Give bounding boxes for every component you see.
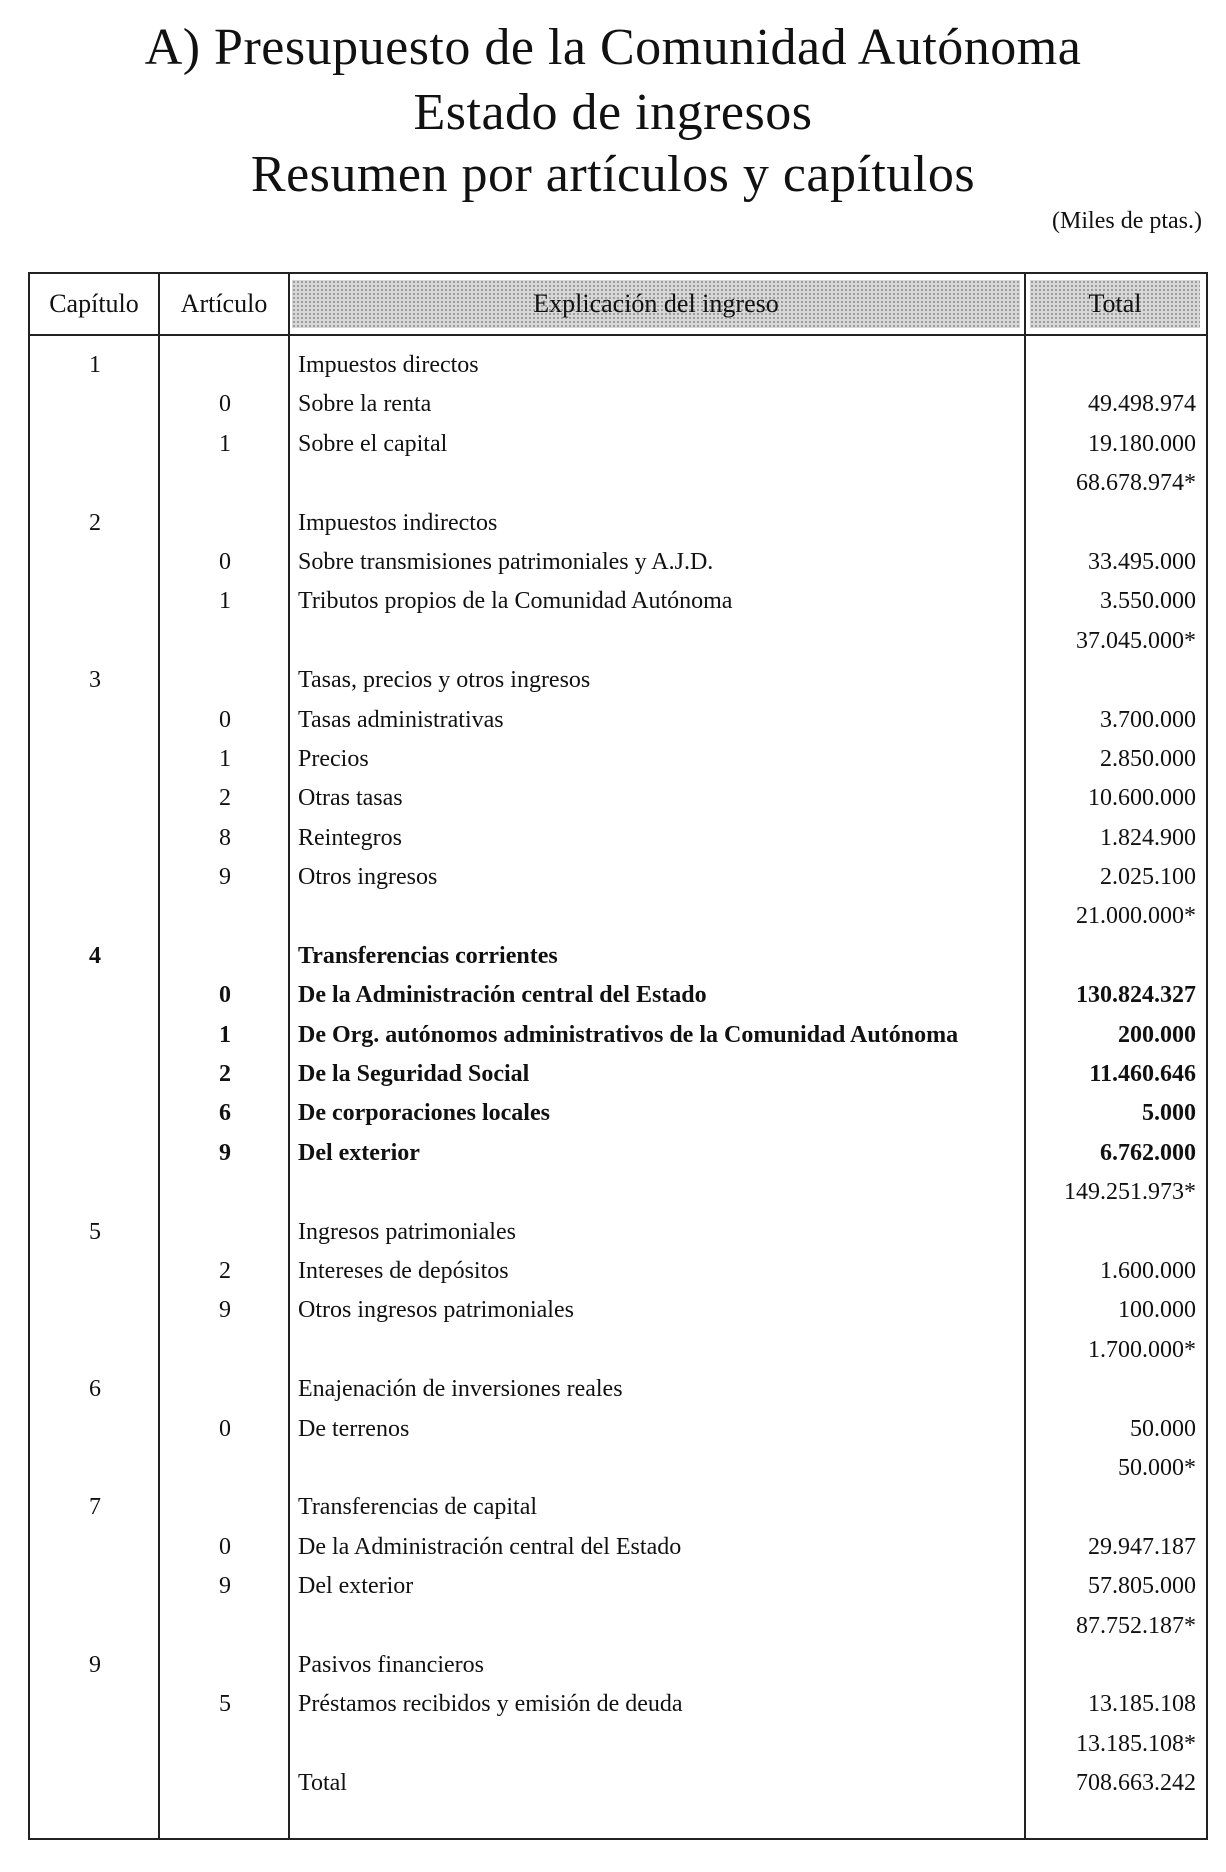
table-row [30,1646,1206,1685]
table-row [30,1607,1206,1646]
cell-total: 149.251.973* [1064,1179,1196,1206]
cell-total: 33.495.000 [1088,548,1196,575]
cell-explicacion: Transferencias de capital [298,1494,538,1521]
cell-explicacion: Del exterior [298,1573,414,1600]
cell-explicacion: Sobre la renta [298,391,432,418]
cell-explicacion: Total [298,1770,347,1797]
cell-total: 11.460.646 [1089,1061,1196,1088]
cell-articulo: 1 [219,1021,231,1048]
cell-capitulo: 6 [89,1376,101,1403]
cell-articulo: 2 [219,785,231,812]
cell-articulo: 0 [219,706,231,733]
table-row [30,1055,1206,1094]
table-row [30,1291,1206,1330]
header-total: Total [1030,280,1200,328]
table-row [30,1252,1206,1291]
cell-explicacion: Otras tasas [298,785,403,812]
cell-explicacion: Pasivos financieros [298,1651,484,1678]
cell-capitulo: 7 [89,1494,101,1521]
table-row [30,582,1206,621]
cell-total: 708.663.242 [1076,1770,1196,1797]
cell-capitulo: 2 [89,509,101,536]
cell-total: 3.700.000 [1100,706,1196,733]
table-row [30,858,1206,897]
cell-capitulo: 9 [89,1651,101,1678]
table-row [30,819,1206,858]
cell-articulo: 0 [219,1415,231,1442]
table-row [30,1685,1206,1724]
cell-articulo: 2 [219,1061,231,1088]
table-row [30,976,1206,1015]
table-row [30,1331,1206,1370]
table-header [30,274,1206,336]
cell-total: 50.000 [1130,1415,1196,1442]
table-row [30,740,1206,779]
cell-articulo: 1 [219,588,231,615]
cell-explicacion: Préstamos recibidos y emisión de deuda [298,1691,683,1718]
cell-articulo: 0 [219,982,231,1009]
header-capitulo: Capítulo [49,289,139,318]
cell-total: 100.000 [1118,1297,1196,1324]
header-explicacion: Explicación del ingreso [292,280,1020,328]
table-row [30,779,1206,818]
cell-articulo: 0 [219,548,231,575]
page-title: A) Presupuesto de la Comunidad Autónoma [144,19,1082,76]
cell-explicacion: De terrenos [298,1415,410,1442]
cell-articulo: 1 [219,745,231,772]
cell-capitulo: 1 [89,352,101,378]
cell-capitulo: 3 [89,667,101,694]
table-row [30,1528,1206,1567]
cell-total: 13.185.108 [1088,1691,1196,1718]
cell-total: 130.824.327 [1076,982,1196,1009]
cell-articulo: 9 [219,1573,231,1600]
cell-total: 5.000 [1142,1100,1196,1127]
cell-explicacion: Del exterior [298,1139,420,1166]
cell-articulo: 9 [219,864,231,891]
cell-explicacion: Sobre transmisiones patrimoniales y A.J.D. [298,548,714,575]
table-row [30,1764,1206,1803]
cell-articulo: 9 [219,1139,231,1166]
table-row [30,937,1206,976]
cell-articulo: 5 [219,1691,231,1718]
table-row [30,543,1206,582]
cell-explicacion: De la Administración central del Estado [298,982,707,1009]
cell-explicacion: Reintegros [298,824,402,851]
cell-total: 37.045.000* [1076,627,1196,654]
cell-total: 21.000.000* [1076,903,1196,930]
cell-explicacion: Impuestos indirectos [298,509,498,536]
page-subtitle-summary: Resumen por artículos y capítulos [250,146,976,203]
cell-total: 87.752.187* [1076,1612,1196,1639]
cell-total: 13.185.108* [1076,1730,1196,1757]
header-articulo: Artículo [180,289,268,318]
table-row [30,425,1206,464]
table-row [30,464,1206,503]
cell-total: 3.550.000 [1100,588,1196,615]
table-row [30,1094,1206,1133]
table-row [30,385,1206,424]
cell-total: 1.824.900 [1100,824,1196,851]
table-row [30,1016,1206,1055]
cell-total: 1.600.000 [1100,1257,1196,1284]
table-row [30,1173,1206,1212]
income-table [28,272,1208,1840]
cell-explicacion: Impuestos directos [298,352,479,378]
cell-explicacion: Sobre el capital [298,430,448,457]
cell-explicacion: De corporaciones locales [298,1100,550,1127]
cell-articulo: 0 [219,1533,231,1560]
cell-explicacion: Otros ingresos patrimoniales [298,1297,574,1324]
cell-explicacion: Otros ingresos [298,864,438,891]
table-row [30,1725,1206,1764]
cell-explicacion: Precios [298,745,369,772]
cell-explicacion: De Org. autónomos administrativos de la Comunidad Autónoma [298,1021,959,1048]
page-subtitle: Estado de ingresos [413,84,813,141]
cell-total: 2.850.000 [1100,745,1196,772]
cell-total: 49.498.974 [1088,391,1196,418]
cell-explicacion: De la Administración central del Estado [298,1533,682,1560]
cell-total: 2.025.100 [1100,864,1196,891]
cell-articulo: 8 [219,824,231,851]
table-row [30,1134,1206,1173]
cell-explicacion: De la Seguridad Social [298,1061,530,1088]
cell-total: 57.805.000 [1088,1573,1196,1600]
cell-capitulo: 4 [89,942,101,969]
table-row [30,661,1206,700]
cell-explicacion: Transferencias corrientes [298,942,558,969]
cell-articulo: 0 [219,391,231,418]
cell-explicacion: Tributos propios de la Comunidad Autónoma [298,588,733,615]
cell-total: 68.678.974* [1076,470,1196,497]
units-note: (Miles de ptas.) [1052,208,1202,234]
cell-articulo: 6 [219,1100,231,1127]
cell-explicacion: Intereses de depósitos [298,1257,509,1284]
table-row [30,1370,1206,1409]
cell-total: 200.000 [1118,1021,1196,1048]
cell-articulo: 2 [219,1257,231,1284]
table-row [30,701,1206,740]
cell-total: 19.180.000 [1088,430,1196,457]
cell-capitulo: 5 [89,1218,101,1245]
table-row [30,1410,1206,1449]
cell-total: 10.600.000 [1088,785,1196,812]
table-row [30,1567,1206,1606]
table-row [30,1213,1206,1252]
table-row [30,897,1206,936]
cell-total: 6.762.000 [1100,1139,1196,1166]
cell-articulo: 1 [219,430,231,457]
table-body [30,346,1206,1803]
cell-total: 50.000* [1118,1454,1196,1481]
cell-explicacion: Enajenación de inversiones reales [298,1376,623,1403]
cell-total: 29.947.187 [1088,1533,1196,1560]
table-row [30,1488,1206,1527]
cell-articulo: 9 [219,1297,231,1324]
cell-explicacion: Ingresos patrimoniales [298,1218,516,1245]
cell-explicacion: Tasas administrativas [298,706,504,733]
table-row [30,504,1206,543]
table-row [30,346,1206,385]
table-row [30,1449,1206,1488]
table-row [30,622,1206,661]
cell-total: 1.700.000* [1088,1336,1196,1363]
cell-explicacion: Tasas, precios y otros ingresos [298,667,591,694]
